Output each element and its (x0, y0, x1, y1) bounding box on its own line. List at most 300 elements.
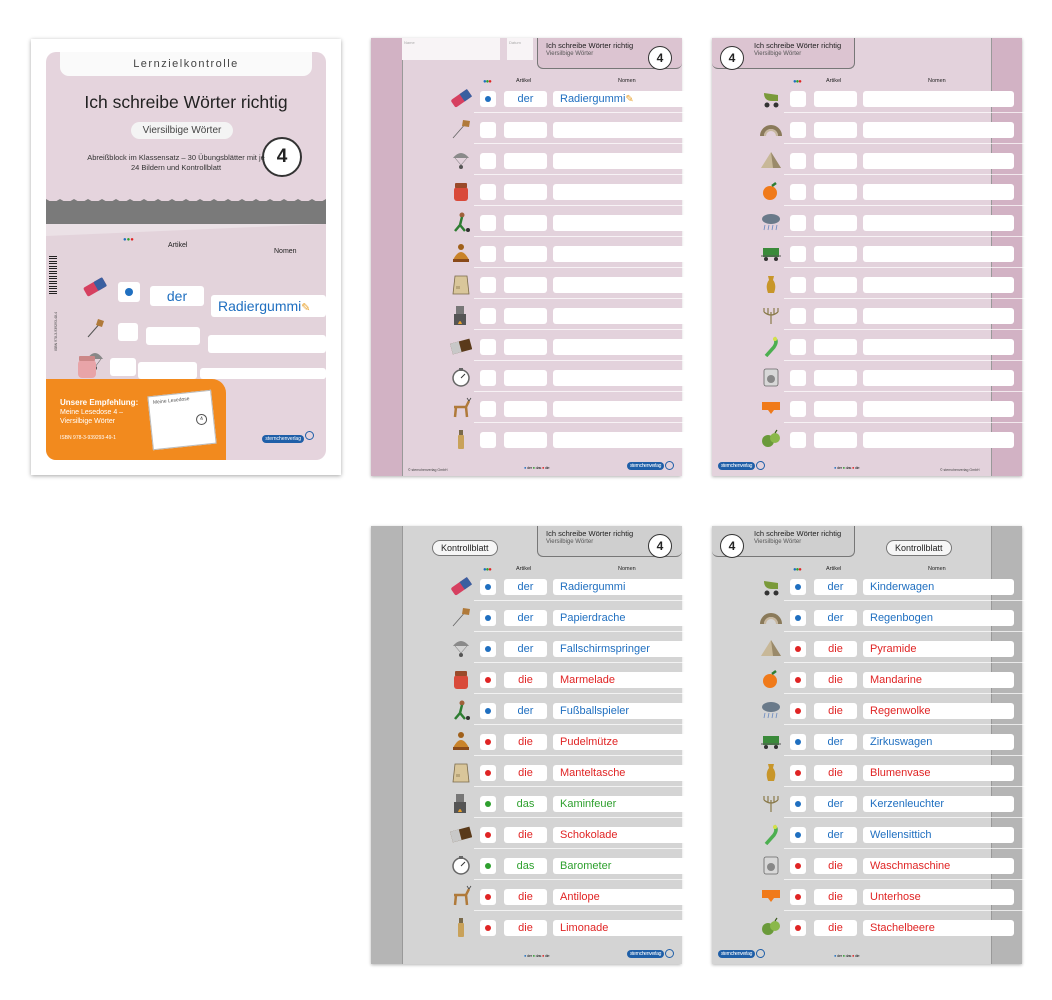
gender-box[interactable] (480, 796, 496, 812)
der-dot-icon (485, 584, 491, 590)
nomen-field[interactable] (863, 339, 1014, 355)
artikel-field[interactable] (814, 796, 857, 812)
table-row (450, 918, 710, 936)
budgie-icon (760, 335, 782, 357)
underpants-icon (760, 397, 782, 419)
gender-box[interactable] (480, 641, 496, 657)
barometer-icon (450, 366, 472, 388)
kite-icon (450, 118, 472, 140)
barometer-icon (450, 854, 472, 876)
artikel-field[interactable] (504, 277, 547, 293)
sheet-header (537, 526, 682, 557)
artikel-field[interactable] (504, 734, 547, 750)
artikel-field[interactable] (814, 672, 857, 688)
nomen-field[interactable] (553, 215, 704, 231)
row-divider (474, 600, 710, 601)
gender-box[interactable] (480, 215, 496, 231)
table-row (450, 763, 710, 781)
row-divider (784, 600, 1030, 601)
row-divider (784, 391, 1030, 392)
row-divider (474, 391, 710, 392)
row-divider (474, 755, 710, 756)
nomen-text: Fußballspieler (560, 705, 630, 717)
table-row (760, 670, 1030, 688)
gender-box[interactable] (790, 184, 806, 200)
nomen-text: Unterhose (870, 891, 921, 903)
nomen-field[interactable] (863, 432, 1014, 448)
star-logo-icon (305, 431, 314, 440)
artikel-field[interactable] (814, 153, 857, 169)
star-logo-icon (665, 461, 674, 470)
gender-box[interactable] (790, 246, 806, 262)
nomen-field[interactable] (553, 858, 704, 874)
artikel-field[interactable] (504, 765, 547, 781)
legend-der (524, 465, 533, 470)
sheet-header (712, 526, 855, 557)
nomen-text: Kaminfeuer (560, 798, 617, 810)
artikel-field[interactable] (504, 370, 547, 386)
control-sheet-right (712, 526, 1022, 964)
sheet-header (537, 38, 682, 69)
rainbow-icon (760, 118, 782, 140)
nomen-field[interactable] (553, 920, 704, 936)
row-divider (474, 236, 710, 237)
candelabra-icon (760, 792, 782, 814)
table-row (450, 701, 710, 719)
gender-box[interactable] (480, 579, 496, 595)
nomen-field[interactable] (553, 308, 704, 324)
nomen-field[interactable] (863, 889, 1014, 905)
legend-dot-icon: ● (851, 953, 855, 958)
gender-box[interactable] (480, 153, 496, 169)
nomen-field[interactable] (863, 122, 1014, 138)
gender-box[interactable] (790, 122, 806, 138)
nomen-field[interactable] (863, 672, 1014, 688)
nomen-field[interactable] (553, 734, 704, 750)
nomen-field[interactable] (553, 401, 704, 417)
gender-box[interactable] (480, 339, 496, 355)
artikel-field[interactable] (814, 339, 857, 355)
gender-box[interactable] (790, 765, 806, 781)
table-row (760, 763, 1030, 781)
gender-box[interactable] (480, 122, 496, 138)
legend-word: der (526, 953, 533, 958)
artikel-text: der (517, 612, 534, 624)
row-divider (784, 112, 1030, 113)
artikel-field[interactable] (504, 827, 547, 843)
nomen-field[interactable] (553, 641, 704, 657)
artikel-field[interactable] (504, 672, 547, 688)
artikel-text: die (518, 736, 533, 748)
row-divider (784, 631, 1030, 632)
gender-box[interactable] (480, 765, 496, 781)
table-row (450, 182, 710, 200)
artikel-field[interactable] (814, 370, 857, 386)
chocolate-icon (450, 335, 472, 357)
nomen-field[interactable] (863, 610, 1014, 626)
book-title: Meine Lesedose (152, 396, 190, 406)
nomen-field[interactable] (863, 91, 1014, 107)
gender-box[interactable] (790, 796, 806, 812)
nomen-field[interactable] (553, 889, 704, 905)
gender-box[interactable] (790, 889, 806, 905)
artikel-field[interactable] (814, 827, 857, 843)
artikel-field[interactable] (504, 91, 547, 107)
nomen-field[interactable] (553, 184, 704, 200)
artikel-field[interactable] (814, 889, 857, 905)
gender-box[interactable] (790, 703, 806, 719)
gender-box[interactable] (790, 91, 806, 107)
pram-icon (760, 87, 782, 109)
pencil-icon: ✎ (625, 94, 634, 105)
gender-box[interactable] (480, 734, 496, 750)
table-row (760, 120, 1030, 138)
legend-die (542, 953, 549, 958)
artikel-field[interactable] (504, 858, 547, 874)
eraser-icon (450, 87, 472, 109)
sheet-logo (718, 461, 765, 470)
nomen-field[interactable] (553, 827, 704, 843)
pram-icon (760, 575, 782, 597)
fireplace-icon (450, 792, 472, 814)
sheet-title: Ich schreibe Wörter richtig (754, 41, 842, 50)
row-divider (784, 267, 1030, 268)
artikel-text: die (518, 674, 533, 686)
gender-box[interactable] (480, 858, 496, 874)
nomen-text: Papierdrache (560, 612, 626, 624)
artikel-field[interactable] (814, 277, 857, 293)
gender-box[interactable] (480, 308, 496, 324)
rain-cloud-icon (760, 699, 782, 721)
artikel-text: der (827, 798, 844, 810)
artikel-text: die (828, 891, 843, 903)
artikel-field[interactable] (814, 215, 857, 231)
artikel-field[interactable] (814, 765, 857, 781)
table-row (760, 577, 1030, 595)
cover-empty-box (118, 323, 138, 341)
gender-box[interactable] (790, 610, 806, 626)
artikel-text: das (516, 798, 535, 810)
gender-box[interactable] (790, 641, 806, 657)
artikel-field[interactable] (504, 184, 547, 200)
legend-dot-icon: ● (524, 465, 527, 470)
gender-box[interactable] (480, 920, 496, 936)
artikel-text: die (518, 767, 533, 779)
der-dot-icon (795, 739, 801, 745)
nomen-field[interactable] (863, 641, 1014, 657)
artikel-field[interactable] (504, 215, 547, 231)
die-dot-icon (795, 770, 801, 776)
gender-dots-icon: ●●● (793, 79, 801, 85)
sheet-title: Ich schreibe Wörter richtig (754, 529, 842, 538)
legend-word: die (544, 465, 550, 470)
row-divider (784, 174, 1030, 175)
gender-box[interactable] (480, 672, 496, 688)
nomen-field[interactable] (553, 796, 704, 812)
table-row (760, 608, 1030, 626)
artikel-field[interactable] (504, 920, 547, 936)
table-row (760, 151, 1030, 169)
tangerine-icon (760, 180, 782, 202)
gender-box[interactable] (790, 153, 806, 169)
sheet-subtitle: Viersilbige Wörter (754, 51, 802, 57)
table-row (450, 368, 710, 386)
sheet-subtitle: Viersilbige Wörter (546, 51, 594, 57)
gender-box[interactable] (790, 858, 806, 874)
cover-empty-box (138, 362, 192, 379)
sheet-subtitle: Viersilbige Wörter (546, 539, 594, 545)
name-field[interactable] (402, 38, 500, 60)
nomen-field[interactable] (863, 703, 1014, 719)
artikel-field[interactable] (504, 796, 547, 812)
star-logo-icon (756, 949, 765, 958)
nomen-field[interactable] (553, 246, 704, 262)
legend-dot-icon: ● (851, 465, 855, 470)
row-divider (474, 910, 710, 911)
nomen-field[interactable] (863, 579, 1014, 595)
nomen-field[interactable] (863, 153, 1014, 169)
football-player-icon (450, 699, 472, 721)
artikel-field[interactable] (814, 246, 857, 262)
row-divider (784, 693, 1030, 694)
table-row (450, 732, 710, 750)
col-artikel: Artikel (516, 566, 532, 572)
legend-word: die (854, 465, 860, 470)
nomen-field[interactable] (863, 734, 1014, 750)
row-divider (784, 143, 1030, 144)
artikel-field[interactable] (814, 641, 857, 657)
artikel-field[interactable] (814, 401, 857, 417)
gender-box[interactable] (790, 339, 806, 355)
artikel-text: die (828, 767, 843, 779)
gender-box[interactable] (480, 184, 496, 200)
nomen-field[interactable] (553, 610, 704, 626)
nomen-field[interactable] (863, 827, 1014, 843)
nomen-field[interactable] (553, 672, 704, 688)
nomen-field[interactable] (863, 920, 1014, 936)
table-row (450, 213, 710, 231)
artikel-field[interactable] (814, 734, 857, 750)
gender-box[interactable] (790, 920, 806, 936)
eraser-icon (82, 276, 108, 298)
artikel-text: der (827, 829, 844, 841)
nomen-field[interactable] (863, 370, 1014, 386)
artikel-field[interactable] (814, 122, 857, 138)
sheet-subtitle: Viersilbige Wörter (754, 539, 802, 545)
artikel-text: der (517, 581, 534, 593)
artikel-field[interactable] (504, 246, 547, 262)
nomen-field[interactable] (863, 277, 1014, 293)
nomen-field[interactable] (553, 277, 704, 293)
gender-box[interactable] (790, 432, 806, 448)
cover-empty-box (200, 368, 326, 379)
table-row (450, 399, 710, 417)
die-dot-icon (795, 677, 801, 683)
die-dot-icon (485, 739, 491, 745)
nomen-field[interactable] (863, 858, 1014, 874)
nomen-field[interactable] (553, 432, 704, 448)
nomen-text: Fallschirmspringer (560, 643, 650, 655)
artikel-field[interactable] (814, 703, 857, 719)
underpants-icon (760, 885, 782, 907)
row-divider (474, 724, 710, 725)
legend-word: die (854, 953, 860, 958)
table-row (760, 275, 1030, 293)
parachutist-icon (450, 637, 472, 659)
table-row (450, 120, 710, 138)
gender-box[interactable] (790, 370, 806, 386)
worksheet-right-blank (712, 38, 1022, 476)
recommend-text: Meine Lesedose 4 – Viersilbige Wörter (60, 409, 124, 425)
control-sheet-label: Kontrollblatt (432, 540, 498, 556)
gender-box[interactable] (480, 703, 496, 719)
die-dot-icon (795, 708, 801, 714)
artikel-field[interactable] (504, 579, 547, 595)
pyramid-icon (760, 149, 782, 171)
gender-box[interactable] (480, 401, 496, 417)
table-row (450, 639, 710, 657)
row-divider (784, 662, 1030, 663)
gender-dots-icon: ●●● (483, 567, 491, 573)
row-divider (784, 329, 1030, 330)
nomen-field[interactable] (553, 153, 704, 169)
das-dot-icon (485, 863, 491, 869)
cover-logo (262, 427, 314, 445)
gender-box[interactable] (480, 370, 496, 386)
legend-dot-icon: ● (842, 465, 846, 470)
row-divider (474, 205, 710, 206)
gender-legend (834, 465, 859, 470)
nomen-field[interactable] (553, 579, 704, 595)
artikel-field[interactable] (814, 308, 857, 324)
nomen-field[interactable] (863, 796, 1014, 812)
artikel-field[interactable] (814, 920, 857, 936)
gender-box[interactable] (790, 734, 806, 750)
legend-das (843, 465, 852, 470)
table-row (450, 794, 710, 812)
recommend-label: Unsere Empfehlung: (60, 398, 139, 407)
artikel-field[interactable] (814, 91, 857, 107)
artikel-field[interactable] (504, 641, 547, 657)
sheet-number-badge: 4 (648, 534, 672, 558)
col-nomen: Nomen (618, 78, 636, 84)
artikel-field[interactable] (504, 122, 547, 138)
bobble-hat-icon (450, 242, 472, 264)
artikel-field[interactable] (504, 401, 547, 417)
gender-box[interactable] (790, 672, 806, 688)
nomen-text: Marmelade (560, 674, 616, 686)
date-field[interactable] (507, 38, 533, 60)
legend-word: das (535, 465, 542, 470)
nomen-field[interactable] (553, 703, 704, 719)
table-row (760, 794, 1030, 812)
table-row (760, 244, 1030, 262)
gender-box[interactable] (480, 432, 496, 448)
artikel-field[interactable] (814, 579, 857, 595)
row-divider (474, 631, 710, 632)
nomen-text: Waschmaschine (870, 860, 951, 872)
gender-box[interactable] (790, 215, 806, 231)
book-number: 4 (196, 413, 208, 425)
nomen-field[interactable] (863, 765, 1014, 781)
kite-icon (84, 317, 106, 339)
artikel-field[interactable] (504, 889, 547, 905)
artikel-field[interactable] (504, 703, 547, 719)
nomen-field[interactable] (553, 91, 704, 107)
artikel-field[interactable] (814, 858, 857, 874)
nomen-text: Regenwolke (870, 705, 931, 717)
table-row (450, 670, 710, 688)
row-divider (474, 817, 710, 818)
artikel-field[interactable] (814, 432, 857, 448)
artikel-field[interactable] (504, 339, 547, 355)
gooseberry-icon (760, 428, 782, 450)
gender-legend (834, 953, 859, 958)
nomen-field[interactable] (553, 339, 704, 355)
table-row (760, 887, 1030, 905)
gender-box[interactable] (790, 401, 806, 417)
nomen-field[interactable] (863, 308, 1014, 324)
row-divider (474, 267, 710, 268)
die-dot-icon (485, 770, 491, 776)
cover-col-nomen: Nomen (274, 248, 297, 255)
table-row (760, 306, 1030, 324)
gender-box[interactable] (790, 308, 806, 324)
lemonade-icon (450, 916, 472, 938)
gender-box[interactable] (790, 579, 806, 595)
nomen-field[interactable] (863, 246, 1014, 262)
legend-dot-icon: ● (541, 953, 545, 958)
nomen-field[interactable] (553, 370, 704, 386)
artikel-field[interactable] (504, 308, 547, 324)
legend-der (834, 953, 843, 958)
nomen-field[interactable] (863, 215, 1014, 231)
nomen-field[interactable] (553, 765, 704, 781)
nomen-field[interactable] (553, 122, 704, 138)
legend-der (524, 953, 533, 958)
artikel-field[interactable] (504, 610, 547, 626)
pyramid-icon (760, 637, 782, 659)
gender-box[interactable] (480, 246, 496, 262)
legend-der (834, 465, 843, 470)
gooseberry-icon (760, 916, 782, 938)
antelope-icon (450, 397, 472, 419)
nomen-field[interactable] (863, 184, 1014, 200)
legend-die (852, 953, 859, 958)
nomen-field[interactable] (863, 401, 1014, 417)
legend-dot-icon: ● (834, 953, 837, 958)
artikel-field[interactable] (504, 432, 547, 448)
row-divider (784, 848, 1030, 849)
gender-box[interactable] (480, 91, 496, 107)
artikel-text: die (518, 829, 533, 841)
artikel-field[interactable] (814, 610, 857, 626)
artikel-text: die (828, 705, 843, 717)
gender-box[interactable] (790, 827, 806, 843)
gender-box[interactable] (480, 889, 496, 905)
die-dot-icon (795, 863, 801, 869)
artikel-text: das (516, 860, 535, 872)
gender-box[interactable] (480, 610, 496, 626)
table-row (450, 151, 710, 169)
artikel-field[interactable] (814, 184, 857, 200)
gender-box[interactable] (480, 827, 496, 843)
gender-box[interactable] (480, 277, 496, 293)
artikel-field[interactable] (504, 153, 547, 169)
gender-box[interactable] (790, 277, 806, 293)
col-artikel: Artikel (826, 78, 842, 84)
lemonade-icon (450, 428, 472, 450)
